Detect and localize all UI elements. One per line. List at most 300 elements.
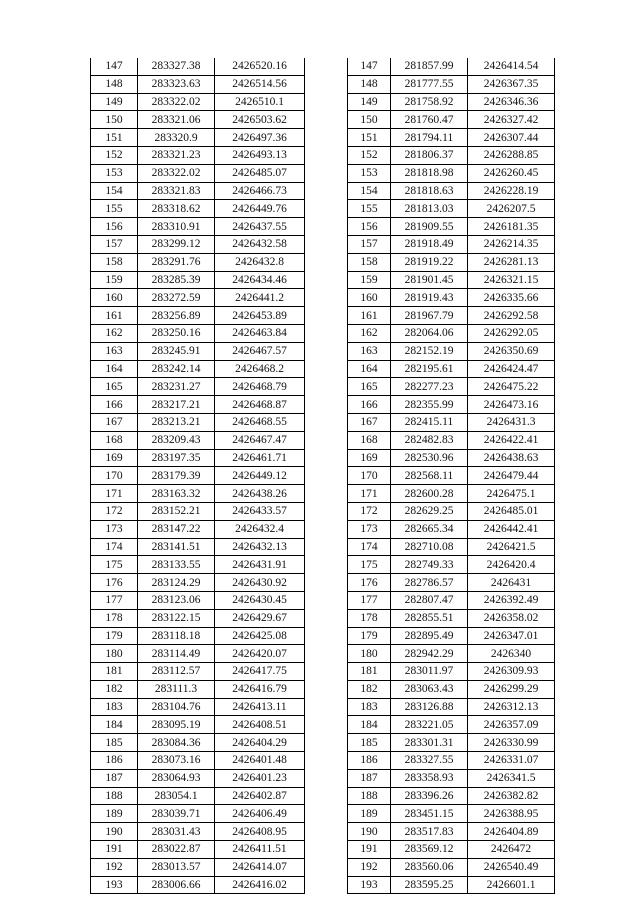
table-row — [91, 449, 305, 467]
x-coordinate-cell: 283595.25 — [391, 876, 468, 894]
table-row — [348, 858, 555, 876]
table-row — [91, 752, 305, 770]
y-coordinate-cell: 2426402.87 — [215, 787, 305, 805]
x-coordinate-cell: 282568.11 — [391, 467, 468, 485]
x-coordinate-cell: 283320.9 — [138, 129, 215, 147]
x-coordinate-cell: 283517.83 — [391, 823, 468, 841]
x-coordinate-cell: 283163.32 — [138, 485, 215, 503]
y-coordinate-cell: 2426468.79 — [215, 378, 305, 396]
x-coordinate-cell: 283126.88 — [391, 698, 468, 716]
table-row — [348, 431, 555, 449]
y-coordinate-cell: 2426520.16 — [215, 58, 305, 75]
x-coordinate-cell: 282195.61 — [391, 360, 468, 378]
table-row — [348, 876, 555, 894]
y-coordinate-cell: 2426408.95 — [215, 823, 305, 841]
point-number-cell: 157 — [348, 235, 391, 253]
point-number-cell: 183 — [348, 698, 391, 716]
table-row — [91, 663, 305, 681]
x-coordinate-cell: 283299.12 — [138, 235, 215, 253]
table-row — [348, 58, 555, 75]
table-row — [91, 182, 305, 200]
x-coordinate-cell: 283569.12 — [391, 841, 468, 859]
point-number-cell: 189 — [91, 805, 138, 823]
x-coordinate-cell: 283039.71 — [138, 805, 215, 823]
y-coordinate-cell: 2426416.02 — [215, 876, 305, 894]
point-number-cell: 190 — [348, 823, 391, 841]
y-coordinate-cell: 2426341.5 — [468, 769, 555, 787]
x-coordinate-cell: 283112.57 — [138, 663, 215, 681]
table-row — [91, 520, 305, 538]
point-number-cell: 188 — [348, 787, 391, 805]
x-coordinate-cell: 283133.55 — [138, 556, 215, 574]
y-coordinate-cell: 2426392.49 — [468, 591, 555, 609]
x-coordinate-cell: 282152.19 — [391, 342, 468, 360]
y-coordinate-cell: 2426299.29 — [468, 680, 555, 698]
x-coordinate-cell: 283272.59 — [138, 289, 215, 307]
point-number-cell: 176 — [91, 574, 138, 592]
table-row — [348, 182, 555, 200]
y-coordinate-cell: 2426228.19 — [468, 182, 555, 200]
table-row — [91, 734, 305, 752]
y-coordinate-cell: 2426433.57 — [215, 502, 305, 520]
x-coordinate-cell: 283323.63 — [138, 75, 215, 93]
x-coordinate-cell: 282530.96 — [391, 449, 468, 467]
x-coordinate-cell: 283310.91 — [138, 218, 215, 236]
y-coordinate-cell: 2426350.69 — [468, 342, 555, 360]
y-coordinate-cell: 2426453.89 — [215, 307, 305, 325]
y-coordinate-cell: 2426432.13 — [215, 538, 305, 556]
point-number-cell: 152 — [91, 146, 138, 164]
y-coordinate-cell: 2426432.4 — [215, 520, 305, 538]
point-number-cell: 177 — [91, 591, 138, 609]
y-coordinate-cell: 2426421.5 — [468, 538, 555, 556]
table-row — [91, 146, 305, 164]
y-coordinate-cell: 2426327.42 — [468, 111, 555, 129]
table-row — [348, 663, 555, 681]
x-coordinate-cell: 283321.23 — [138, 146, 215, 164]
point-number-cell: 181 — [348, 663, 391, 681]
table-row — [91, 235, 305, 253]
y-coordinate-cell: 2426408.51 — [215, 716, 305, 734]
x-coordinate-cell: 283104.76 — [138, 698, 215, 716]
table-row — [91, 876, 305, 894]
table-body — [348, 58, 555, 894]
y-coordinate-cell: 2426430.45 — [215, 591, 305, 609]
y-coordinate-cell: 2426438.26 — [215, 485, 305, 503]
point-number-cell: 156 — [348, 218, 391, 236]
point-number-cell: 192 — [91, 858, 138, 876]
table-row — [348, 467, 555, 485]
table-row — [348, 93, 555, 111]
y-coordinate-cell: 2426414.54 — [468, 58, 555, 75]
point-number-cell: 151 — [91, 129, 138, 147]
table-row — [91, 698, 305, 716]
x-coordinate-cell: 283095.19 — [138, 716, 215, 734]
point-number-cell: 174 — [348, 538, 391, 556]
x-coordinate-cell: 283147.22 — [138, 520, 215, 538]
y-coordinate-cell: 2426468.87 — [215, 396, 305, 414]
point-number-cell: 178 — [348, 609, 391, 627]
point-number-cell: 171 — [348, 485, 391, 503]
x-coordinate-cell: 281818.63 — [391, 182, 468, 200]
x-coordinate-cell: 283114.49 — [138, 645, 215, 663]
point-number-cell: 185 — [91, 734, 138, 752]
point-number-cell: 160 — [348, 289, 391, 307]
y-coordinate-cell: 2426422.41 — [468, 431, 555, 449]
x-coordinate-cell: 283209.43 — [138, 431, 215, 449]
y-coordinate-cell: 2426411.51 — [215, 841, 305, 859]
table-row — [91, 431, 305, 449]
table-row — [348, 805, 555, 823]
y-coordinate-cell: 2426382.82 — [468, 787, 555, 805]
x-coordinate-cell: 282665.34 — [391, 520, 468, 538]
table-row — [348, 360, 555, 378]
table-row — [91, 574, 305, 592]
table-row — [348, 218, 555, 236]
point-number-cell: 191 — [91, 841, 138, 859]
y-coordinate-cell: 2426406.49 — [215, 805, 305, 823]
x-coordinate-cell: 283285.39 — [138, 271, 215, 289]
table-row — [91, 538, 305, 556]
x-coordinate-cell: 282482.83 — [391, 431, 468, 449]
table-row — [348, 698, 555, 716]
point-number-cell: 178 — [91, 609, 138, 627]
point-number-cell: 167 — [348, 413, 391, 431]
y-coordinate-cell: 2426467.47 — [215, 431, 305, 449]
table-row — [91, 360, 305, 378]
point-number-cell: 174 — [91, 538, 138, 556]
point-number-cell: 192 — [348, 858, 391, 876]
x-coordinate-cell: 283197.35 — [138, 449, 215, 467]
y-coordinate-cell: 2426468.55 — [215, 413, 305, 431]
point-number-cell: 159 — [348, 271, 391, 289]
table-row — [91, 467, 305, 485]
table-body — [91, 58, 305, 894]
table-row — [91, 556, 305, 574]
y-coordinate-cell: 2426420.07 — [215, 645, 305, 663]
x-coordinate-cell: 282710.08 — [391, 538, 468, 556]
point-number-cell: 172 — [91, 502, 138, 520]
x-coordinate-cell: 282749.33 — [391, 556, 468, 574]
table-row — [348, 574, 555, 592]
point-number-cell: 169 — [348, 449, 391, 467]
table-row — [91, 787, 305, 805]
point-number-cell: 152 — [348, 146, 391, 164]
y-coordinate-cell: 2426425.08 — [215, 627, 305, 645]
point-number-cell: 153 — [91, 164, 138, 182]
table-row — [91, 93, 305, 111]
y-coordinate-cell: 2426431.91 — [215, 556, 305, 574]
x-coordinate-cell: 283396.26 — [391, 787, 468, 805]
y-coordinate-cell: 2426340 — [468, 645, 555, 663]
y-coordinate-cell: 2426510.1 — [215, 93, 305, 111]
table-row — [91, 307, 305, 325]
y-coordinate-cell: 2426540.49 — [468, 858, 555, 876]
y-coordinate-cell: 2426207.5 — [468, 200, 555, 218]
point-number-cell: 161 — [91, 307, 138, 325]
y-coordinate-cell: 2426472 — [468, 841, 555, 859]
x-coordinate-cell: 282855.51 — [391, 609, 468, 627]
y-coordinate-cell: 2426475.1 — [468, 485, 555, 503]
x-coordinate-cell: 282942.29 — [391, 645, 468, 663]
point-number-cell: 187 — [91, 769, 138, 787]
point-number-cell: 167 — [91, 413, 138, 431]
y-coordinate-cell: 2426260.45 — [468, 164, 555, 182]
point-number-cell: 170 — [348, 467, 391, 485]
x-coordinate-cell: 282064.06 — [391, 324, 468, 342]
table-row — [348, 520, 555, 538]
y-coordinate-cell: 2426461.71 — [215, 449, 305, 467]
y-coordinate-cell: 2426401.48 — [215, 752, 305, 770]
table-row — [91, 378, 305, 396]
table-row — [348, 645, 555, 663]
point-number-cell: 193 — [91, 876, 138, 894]
y-coordinate-cell: 2426429.67 — [215, 609, 305, 627]
x-coordinate-cell: 283322.02 — [138, 93, 215, 111]
x-coordinate-cell: 283221.05 — [391, 716, 468, 734]
y-coordinate-cell: 2426485.01 — [468, 502, 555, 520]
y-coordinate-cell: 2426331.07 — [468, 752, 555, 770]
x-coordinate-cell: 283013.57 — [138, 858, 215, 876]
y-coordinate-cell: 2426449.76 — [215, 200, 305, 218]
x-coordinate-cell: 281818.98 — [391, 164, 468, 182]
x-coordinate-cell: 281760.47 — [391, 111, 468, 129]
x-coordinate-cell: 282786.57 — [391, 574, 468, 592]
point-number-cell: 162 — [348, 324, 391, 342]
table-row — [91, 164, 305, 182]
table-row — [348, 609, 555, 627]
x-coordinate-cell: 281918.49 — [391, 235, 468, 253]
y-coordinate-cell: 2426437.55 — [215, 218, 305, 236]
x-coordinate-cell: 283054.1 — [138, 787, 215, 805]
table-row — [91, 271, 305, 289]
x-coordinate-cell: 281806.37 — [391, 146, 468, 164]
point-number-cell: 193 — [348, 876, 391, 894]
y-coordinate-cell: 2426335.66 — [468, 289, 555, 307]
x-coordinate-cell: 281794.11 — [391, 129, 468, 147]
x-coordinate-cell: 283256.89 — [138, 307, 215, 325]
point-number-cell: 171 — [91, 485, 138, 503]
point-number-cell: 154 — [348, 182, 391, 200]
x-coordinate-cell: 283084.36 — [138, 734, 215, 752]
table-row — [348, 752, 555, 770]
table-row — [348, 734, 555, 752]
point-number-cell: 148 — [348, 75, 391, 93]
table-row — [348, 823, 555, 841]
point-number-cell: 183 — [91, 698, 138, 716]
x-coordinate-cell: 283006.66 — [138, 876, 215, 894]
x-coordinate-cell: 283141.51 — [138, 538, 215, 556]
table-row — [348, 627, 555, 645]
table-row — [91, 218, 305, 236]
table-row — [348, 129, 555, 147]
point-number-cell: 165 — [91, 378, 138, 396]
x-coordinate-cell: 283321.83 — [138, 182, 215, 200]
table-row — [91, 627, 305, 645]
point-number-cell: 153 — [348, 164, 391, 182]
table-row — [348, 413, 555, 431]
table-row — [348, 235, 555, 253]
x-coordinate-cell: 283327.55 — [391, 752, 468, 770]
y-coordinate-cell: 2426309.93 — [468, 663, 555, 681]
table-row — [348, 485, 555, 503]
point-number-cell: 162 — [91, 324, 138, 342]
table-row — [91, 253, 305, 271]
x-coordinate-cell: 283123.06 — [138, 591, 215, 609]
point-number-cell: 147 — [91, 58, 138, 75]
point-number-cell: 151 — [348, 129, 391, 147]
y-coordinate-cell: 2426404.89 — [468, 823, 555, 841]
point-number-cell: 191 — [348, 841, 391, 859]
point-number-cell: 179 — [348, 627, 391, 645]
point-number-cell: 188 — [91, 787, 138, 805]
x-coordinate-cell: 282629.25 — [391, 502, 468, 520]
point-number-cell: 149 — [91, 93, 138, 111]
table-row — [348, 342, 555, 360]
x-coordinate-cell: 282415.11 — [391, 413, 468, 431]
point-number-cell: 164 — [91, 360, 138, 378]
point-number-cell: 175 — [348, 556, 391, 574]
table-row — [91, 502, 305, 520]
x-coordinate-cell: 283322.02 — [138, 164, 215, 182]
y-coordinate-cell: 2426358.02 — [468, 609, 555, 627]
table-row — [348, 146, 555, 164]
x-coordinate-cell: 281909.55 — [391, 218, 468, 236]
y-coordinate-cell: 2426388.95 — [468, 805, 555, 823]
x-coordinate-cell: 281967.79 — [391, 307, 468, 325]
table-row — [91, 58, 305, 75]
point-number-cell: 154 — [91, 182, 138, 200]
point-number-cell: 182 — [91, 680, 138, 698]
y-coordinate-cell: 2426432.8 — [215, 253, 305, 271]
x-coordinate-cell: 283022.87 — [138, 841, 215, 859]
y-coordinate-cell: 2426432.58 — [215, 235, 305, 253]
x-coordinate-cell: 283111.3 — [138, 680, 215, 698]
y-coordinate-cell: 2426438.63 — [468, 449, 555, 467]
y-coordinate-cell: 2426468.2 — [215, 360, 305, 378]
point-number-cell: 158 — [91, 253, 138, 271]
table-row — [348, 378, 555, 396]
x-coordinate-cell: 282807.47 — [391, 591, 468, 609]
x-coordinate-cell: 281919.22 — [391, 253, 468, 271]
y-coordinate-cell: 2426307.44 — [468, 129, 555, 147]
table-row — [348, 253, 555, 271]
table-row — [348, 502, 555, 520]
table-row — [348, 591, 555, 609]
table-row — [91, 413, 305, 431]
x-coordinate-cell: 283152.21 — [138, 502, 215, 520]
table-row — [348, 556, 555, 574]
coordinate-table-right — [347, 58, 555, 894]
point-number-cell: 164 — [348, 360, 391, 378]
table-row — [348, 324, 555, 342]
table-row — [91, 680, 305, 698]
point-number-cell: 165 — [348, 378, 391, 396]
point-number-cell: 176 — [348, 574, 391, 592]
point-number-cell: 168 — [91, 431, 138, 449]
point-number-cell: 158 — [348, 253, 391, 271]
table-row — [348, 289, 555, 307]
y-coordinate-cell: 2426434.46 — [215, 271, 305, 289]
y-coordinate-cell: 2426181.35 — [468, 218, 555, 236]
x-coordinate-cell: 283242.14 — [138, 360, 215, 378]
coordinate-table-left — [90, 58, 305, 894]
x-coordinate-cell: 281758.92 — [391, 93, 468, 111]
x-coordinate-cell: 283064.93 — [138, 769, 215, 787]
x-coordinate-cell: 283179.39 — [138, 467, 215, 485]
point-number-cell: 155 — [348, 200, 391, 218]
y-coordinate-cell: 2426414.07 — [215, 858, 305, 876]
point-number-cell: 173 — [348, 520, 391, 538]
x-coordinate-cell: 283011.97 — [391, 663, 468, 681]
y-coordinate-cell: 2426404.29 — [215, 734, 305, 752]
y-coordinate-cell: 2426467.57 — [215, 342, 305, 360]
y-coordinate-cell: 2426420.4 — [468, 556, 555, 574]
x-coordinate-cell: 283118.18 — [138, 627, 215, 645]
y-coordinate-cell: 2426346.36 — [468, 93, 555, 111]
point-number-cell: 186 — [348, 752, 391, 770]
table-row — [91, 200, 305, 218]
point-number-cell: 186 — [91, 752, 138, 770]
point-number-cell: 159 — [91, 271, 138, 289]
point-number-cell: 148 — [91, 75, 138, 93]
y-coordinate-cell: 2426479.44 — [468, 467, 555, 485]
table-row — [91, 342, 305, 360]
point-number-cell: 157 — [91, 235, 138, 253]
y-coordinate-cell: 2426430.92 — [215, 574, 305, 592]
table-row — [348, 449, 555, 467]
x-coordinate-cell: 283321.06 — [138, 111, 215, 129]
y-coordinate-cell: 2426514.56 — [215, 75, 305, 93]
x-coordinate-cell: 281857.99 — [391, 58, 468, 75]
y-coordinate-cell: 2426424.47 — [468, 360, 555, 378]
y-coordinate-cell: 2426601.1 — [468, 876, 555, 894]
y-coordinate-cell: 2426321.15 — [468, 271, 555, 289]
table-row — [91, 289, 305, 307]
x-coordinate-cell: 281919.43 — [391, 289, 468, 307]
point-number-cell: 169 — [91, 449, 138, 467]
table-row — [91, 129, 305, 147]
y-coordinate-cell: 2426449.12 — [215, 467, 305, 485]
table-row — [91, 591, 305, 609]
point-number-cell: 172 — [348, 502, 391, 520]
x-coordinate-cell: 283560.06 — [391, 858, 468, 876]
point-number-cell: 182 — [348, 680, 391, 698]
y-coordinate-cell: 2426503.62 — [215, 111, 305, 129]
point-number-cell: 168 — [348, 431, 391, 449]
y-coordinate-cell: 2426431.3 — [468, 413, 555, 431]
table-row — [91, 485, 305, 503]
point-number-cell: 161 — [348, 307, 391, 325]
x-coordinate-cell: 283124.29 — [138, 574, 215, 592]
x-coordinate-cell: 283031.43 — [138, 823, 215, 841]
x-coordinate-cell: 283245.91 — [138, 342, 215, 360]
y-coordinate-cell: 2426401.23 — [215, 769, 305, 787]
table-row — [348, 307, 555, 325]
x-coordinate-cell: 281813.03 — [391, 200, 468, 218]
y-coordinate-cell: 2426493.13 — [215, 146, 305, 164]
point-number-cell: 189 — [348, 805, 391, 823]
point-number-cell: 163 — [91, 342, 138, 360]
y-coordinate-cell: 2426330.99 — [468, 734, 555, 752]
x-coordinate-cell: 283301.31 — [391, 734, 468, 752]
point-number-cell: 149 — [348, 93, 391, 111]
table-row — [348, 716, 555, 734]
table-row — [348, 787, 555, 805]
table-row — [91, 645, 305, 663]
table-row — [91, 324, 305, 342]
point-number-cell: 155 — [91, 200, 138, 218]
